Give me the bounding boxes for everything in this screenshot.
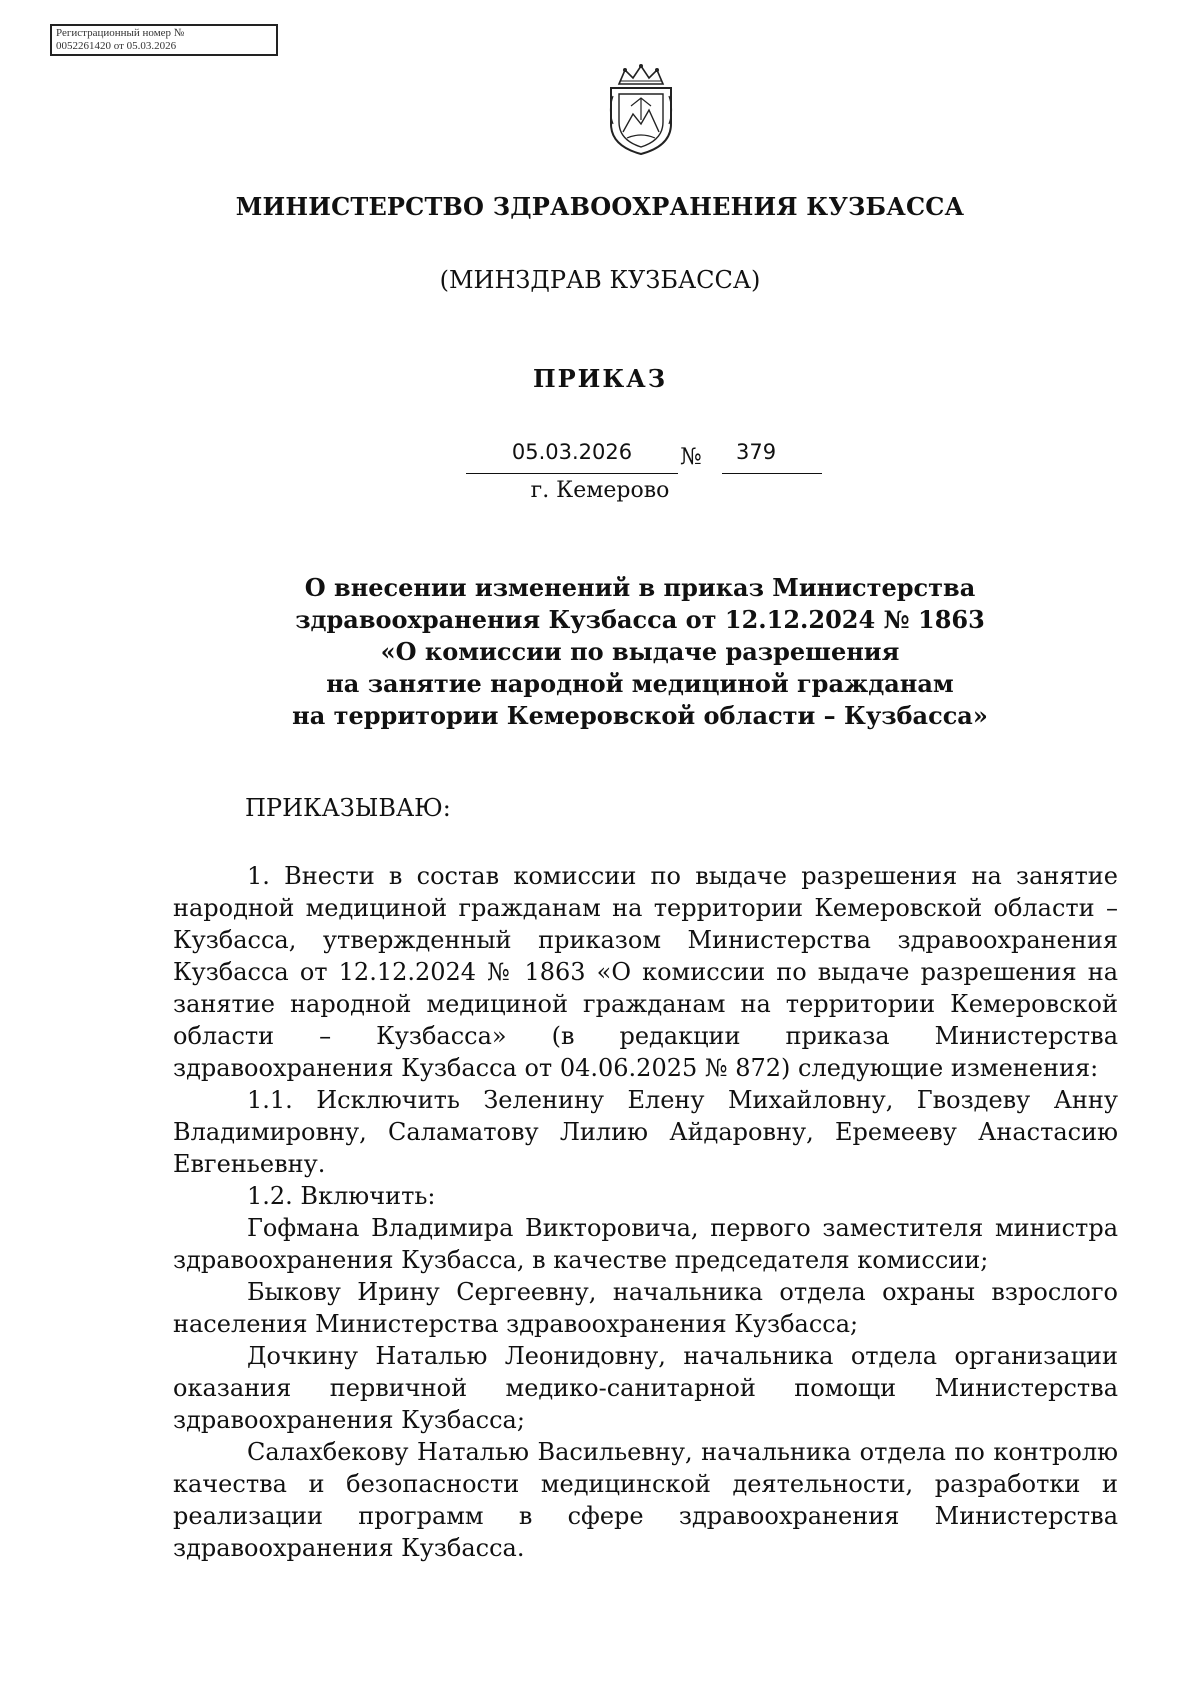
title-line: на занятие народной медициной гражданам	[326, 669, 954, 698]
registration-label: Регистрационный номер №	[56, 27, 185, 39]
ministry-short-name: (МИНЗДРАВ КУЗБАССА)	[439, 266, 761, 294]
order-date: 05.03.2026	[466, 438, 678, 474]
paragraph-member-dochkina: Дочкину Наталью Леонидовну, начальника отдела организации оказания первичной медико-санитарной помощи Министерства здравоохранения Кузбасса;	[173, 1342, 1118, 1434]
orders-heading: ПРИКАЗЫВАЮ:	[245, 794, 451, 822]
title-line: О внесении изменений в приказ Министерства	[304, 573, 976, 602]
order-number: 379	[722, 438, 822, 474]
coat-of-arms-icon	[605, 62, 677, 156]
paragraph-member-gofman: Гофмана Владимира Викторовича, первого заместителя министра здравоохранения Кузбасса, в качестве председателя комиссии;	[173, 1214, 1118, 1274]
registration-stamp	[50, 24, 278, 56]
document-type: ПРИКАЗ	[532, 364, 668, 393]
paragraph-item-1-2: 1.2. Включить:	[247, 1182, 436, 1210]
order-city: г. Кемерово	[530, 478, 670, 503]
ministry-name: МИНИСТЕРСТВО ЗДРАВООХРАНЕНИЯ КУЗБАССА	[235, 192, 965, 221]
paragraph-member-bykova: Быкову Ирину Сергеевну, начальника отдела охраны взрослого населения Министерства здравоохранения Кузбасса;	[173, 1278, 1118, 1338]
paragraph-member-salakhbekova: Салахбекову Наталью Васильевну, начальника отдела по контролю качества и безопасности медицинской деятельности, разработки и реализации программ в сфере здравоохранения Министерства здравоохранения Кузбасса.	[173, 1438, 1118, 1562]
document-title	[0, 572, 1200, 732]
registration-number: 0052261420 от 05.03.2026	[56, 40, 177, 52]
number-sign: №	[680, 444, 702, 470]
document-body	[173, 860, 1118, 1564]
title-line: «О комиссии по выдаче разрешения	[380, 637, 900, 666]
paragraph-item-1: 1. Внести в состав комиссии по выдаче разрешения на занятие народной медициной гражданам на территории Кемеровской области – Кузбасса, утвержденный приказом Министерства здравоохранения Кузбасса от 12.12.2024 № 1863 «О комиссии по выдаче разрешения на занятие народной медициной гражданам на территории Кемеровской области – Кузбасса» (в редакции приказа Министерства здравоохранения Кузбасса от 04.06.2025 № 872) следующие изменения:	[173, 862, 1118, 1082]
paragraph-item-1-1: 1.1. Исключить Зеленину Елену Михайловну, Гвоздеву Анну Владимировну, Саламатову Лилию Айдаровну, Еремееву Анастасию Евгеньевну.	[173, 1086, 1118, 1178]
title-line: здравоохранения Кузбасса от 12.12.2024 № 1863	[295, 605, 985, 634]
title-line: на территории Кемеровской области – Кузбасса»	[292, 701, 988, 730]
